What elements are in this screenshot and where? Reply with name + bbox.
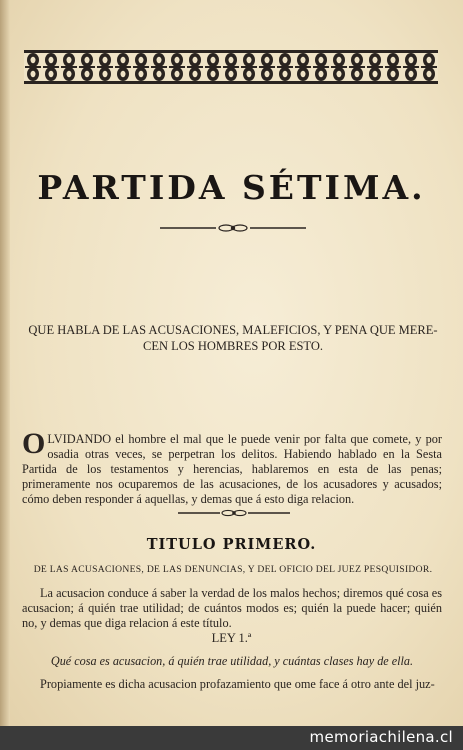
footer-bar bbox=[0, 726, 463, 750]
law-text: Propiamente es dicha acusacion profazamiento que ome face á otro ante del juz- bbox=[40, 677, 435, 691]
section-paragraph: La acusacion conduce á saber la verdad de los malos hechos; diremos qué cosa es acusacion; á quién trae utilidad; de cuántos modos es; quién la puede hacer; quién no, y demas que diga relacion á este título. bbox=[22, 586, 442, 630]
intro-text: LVIDANDO el hombre el mal que le puede venir por falta que comete, y por osadia otras veces, se perpetran los delitos. Habiendo hablado en la Sesta Partida de los testamentos y herencias, hablaremos en esta de las penas; primeramente nos ocuparemos de las acusaciones, de los acusadores y acusados; cómo deben responder á aquellas, y demas que á esto diga relacion. bbox=[22, 432, 442, 506]
section-subheading: DE LAS ACUSACIONES, DE LAS DENUNCIAS, Y DEL OFICIO DEL JUEZ PESQUISIDOR. bbox=[33, 564, 433, 575]
ornament-border bbox=[24, 50, 438, 84]
section-divider bbox=[178, 508, 290, 518]
drop-cap: O bbox=[22, 427, 46, 460]
intro-paragraph bbox=[22, 427, 442, 507]
section-heading: TITULO PRIMERO. bbox=[146, 536, 317, 553]
watermark-text: memoriachilena.cl bbox=[309, 728, 453, 746]
page-title: PARTIDA SÉTIMA. bbox=[37, 168, 426, 207]
law-title: Qué cosa es acusacion, á quién trae utilidad, y cuántas clases hay de ella. bbox=[50, 654, 414, 668]
decorative-rule bbox=[160, 222, 306, 234]
page-spine bbox=[0, 0, 10, 726]
partida-subtitle: QUE HABLA DE LAS ACUSACIONES, MALEFICIOS, Y PENA QUE MERE- CEN LOS HOMBRES POR ESTO. bbox=[28, 323, 438, 353]
law-label: LEY 1.ª bbox=[211, 631, 252, 645]
